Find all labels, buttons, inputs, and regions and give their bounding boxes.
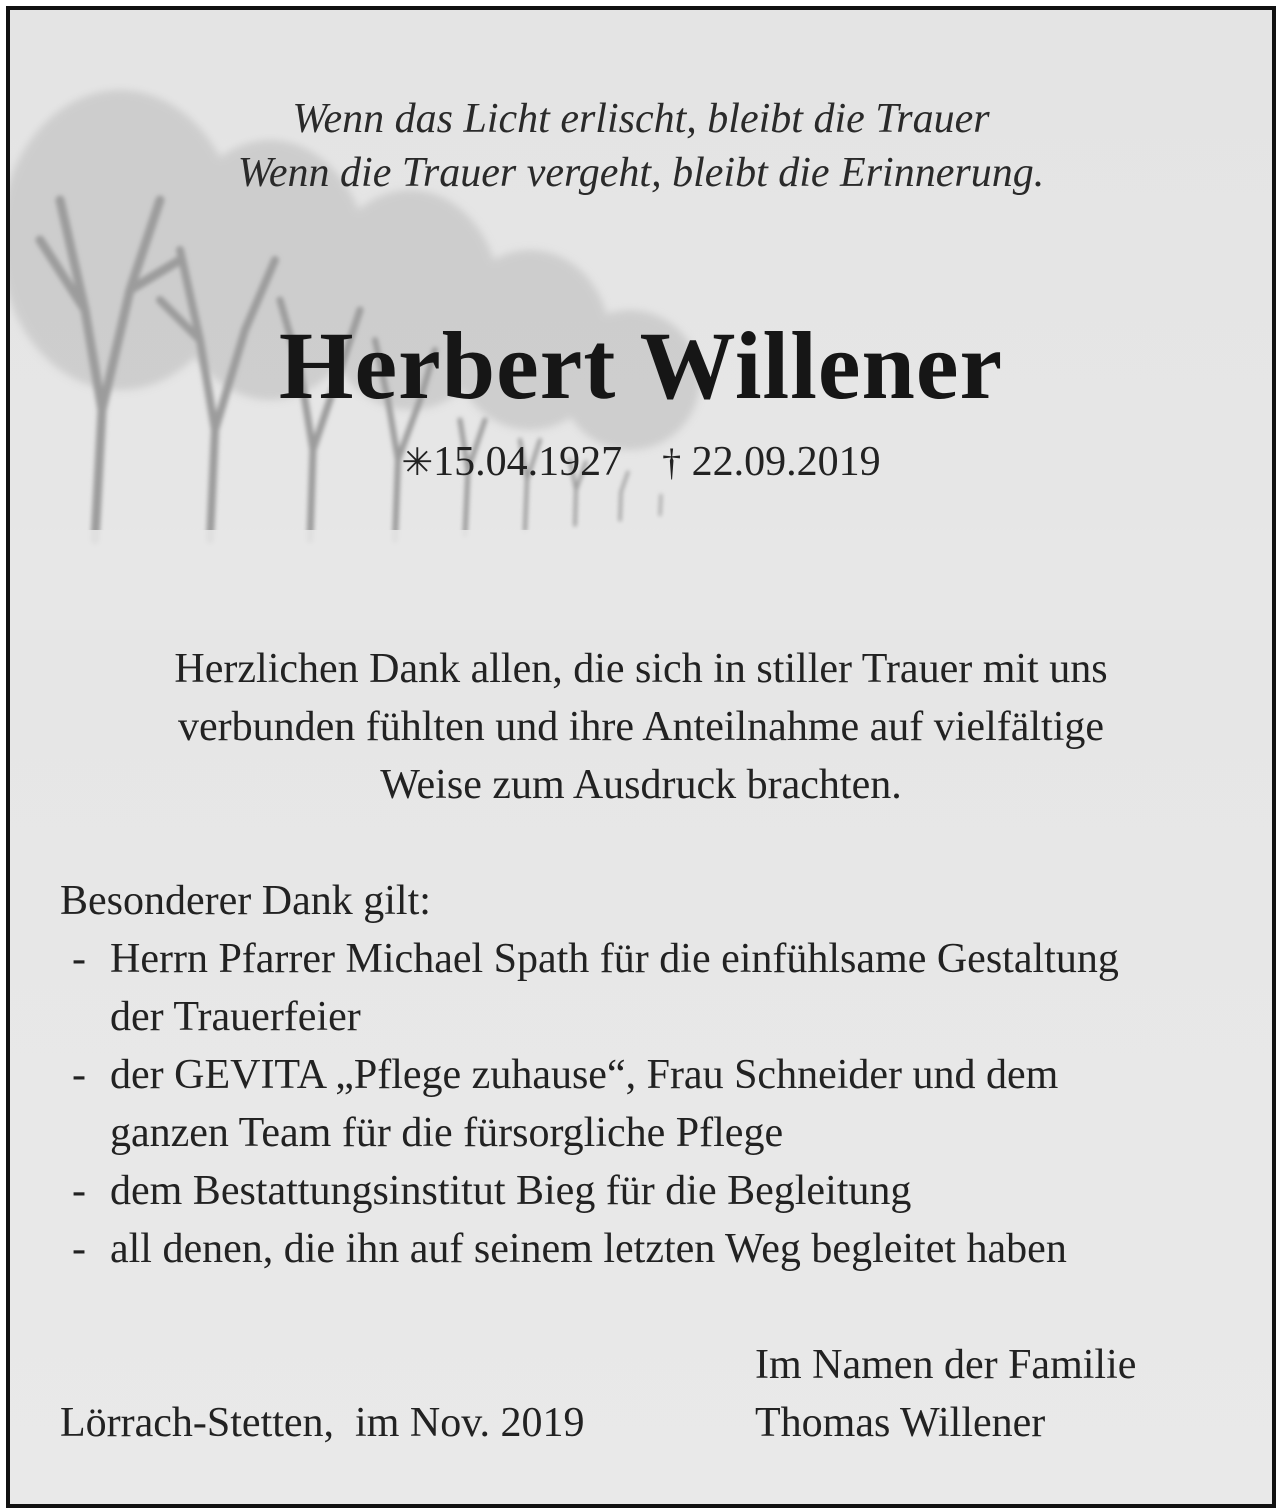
list-item	[72, 1162, 1252, 1220]
bullet-dash: -	[72, 936, 86, 982]
place-and-date: Lörrach-Stetten, im Nov. 2019	[60, 1400, 585, 1446]
motto-line: Wenn die Trauer vergeht, bleibt die Erinnerung.	[237, 150, 1045, 196]
list-item-line: Herrn Pfarrer Michael Spath für die einfühlsame Gestaltung	[110, 936, 1119, 982]
list-item	[72, 1046, 1252, 1162]
signature-line: Im Namen der Familie	[755, 1342, 1137, 1388]
list-item-line: ganzen Team für die fürsorgliche Pflege	[110, 1110, 784, 1156]
cross-icon: †	[662, 442, 682, 484]
signature-name: Thomas Willener	[755, 1400, 1046, 1446]
bullet-dash: -	[72, 1052, 86, 1098]
thanks-line: verbunden fühlten und ihre Anteilnahme auf vielfältige	[177, 704, 1105, 750]
bullet-dash: -	[72, 1168, 86, 1214]
special-thanks-list	[72, 930, 1252, 1278]
bullet-dash: -	[72, 1226, 86, 1272]
life-dates	[10, 438, 1272, 486]
thanks-line: Herzlichen Dank allen, die sich in stiller Trauer mit uns	[174, 646, 1108, 692]
death-date: 22.09.2019	[691, 439, 881, 485]
list-item	[72, 1220, 1252, 1278]
motto	[10, 92, 1272, 200]
motto-line: Wenn das Licht erlischt, bleibt die Trauer	[292, 96, 990, 142]
list-item-line: der Trauerfeier	[110, 994, 361, 1040]
list-item	[72, 930, 1252, 1046]
birth-star-icon: ✳	[401, 442, 434, 484]
thanks-paragraph	[70, 640, 1212, 814]
deceased-name: Herbert Willener	[278, 312, 1004, 419]
list-item-line: dem Bestattungsinstitut Bieg für die Begleitung	[110, 1168, 912, 1214]
list-item-line: all denen, die ihn auf seinem letzten Weg begleitet haben	[110, 1226, 1067, 1272]
signature	[755, 1336, 1136, 1452]
birth-date: 15.04.1927	[433, 439, 623, 485]
obituary-notice	[6, 6, 1276, 1508]
list-item-line: der GEVITA „Pflege zuhause“, Frau Schneider und dem	[110, 1052, 1059, 1098]
special-thanks-heading: Besonderer Dank gilt:	[60, 878, 431, 924]
thanks-line: Weise zum Ausdruck brachten.	[380, 762, 902, 808]
